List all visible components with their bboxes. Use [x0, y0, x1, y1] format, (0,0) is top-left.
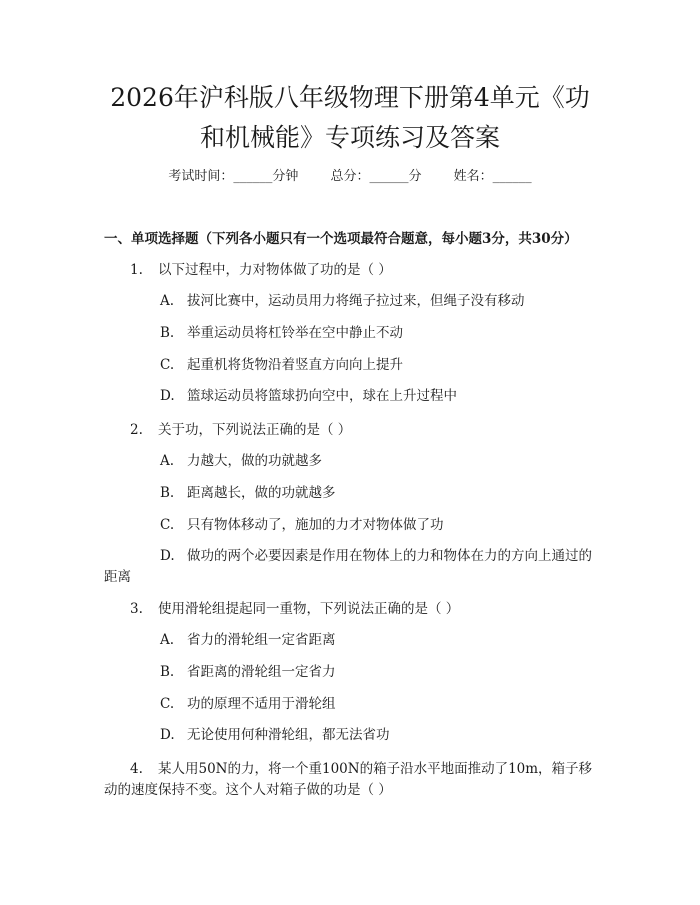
option — [160, 355, 403, 375]
question-text: 以下过程中，力对物体做了功的是（ ） — [158, 262, 392, 278]
option-label: D. — [160, 548, 175, 564]
option — [160, 694, 336, 714]
option-text: 做功的两个必要因素是作用在物体上的力和物体在力的方向上通过的 — [187, 548, 592, 564]
option — [160, 725, 390, 745]
exam-info — [0, 168, 700, 186]
document-title — [60, 78, 640, 158]
option-text: 起重机将货物沿着竖直方向向上提升 — [187, 357, 403, 373]
option-label: C. — [160, 696, 175, 712]
option-label: D. — [160, 727, 175, 743]
option-text: 举重运动员将杠铃举在空中静止不动 — [187, 325, 403, 341]
option-label: A. — [160, 293, 175, 309]
option-label: C. — [160, 517, 175, 533]
option — [160, 515, 444, 535]
option-text: 篮球运动员将篮球扔向空中，球在上升过程中 — [187, 388, 457, 404]
question-number: 4. — [130, 761, 143, 777]
student-name: 姓名：______ — [453, 169, 532, 184]
question-text: 使用滑轮组提起同一重物，下列说法正确的是（ ） — [158, 601, 460, 617]
section-heading: 一、单项选择题（下列各小题只有一个选项最符合题意，每小题3分，共30分） — [104, 231, 578, 247]
question — [130, 599, 459, 619]
question — [130, 420, 351, 440]
option-label: A. — [160, 453, 175, 469]
question-text: 某人用50N的力，将一个重100N的箱子沿水平地面推动了10m，箱子移 — [158, 761, 593, 777]
option-label: B. — [160, 664, 175, 680]
option-text: 距离越长，做的功就越多 — [187, 485, 336, 501]
option-text: 拔河比赛中，运动员用力将绳子拉过来，但绳子没有移动 — [187, 293, 525, 309]
option — [160, 662, 336, 682]
question-number: 2. — [130, 422, 143, 438]
question-text: 关于功，下列说法正确的是（ ） — [158, 422, 352, 438]
option — [160, 291, 525, 311]
option-text: 力越大，做的功就越多 — [187, 453, 322, 469]
title-line-1: 2026年沪科版八年级物理下册第4单元《功 — [110, 83, 590, 112]
option — [160, 630, 336, 650]
question-number: 1. — [130, 262, 143, 278]
question-number: 3. — [130, 601, 143, 617]
option — [160, 483, 336, 503]
option — [160, 546, 592, 566]
option-text: 省距离的滑轮组一定省力 — [187, 664, 336, 680]
option-label: B. — [160, 325, 175, 341]
option — [160, 386, 457, 406]
option-label: C. — [160, 357, 175, 373]
option-label: B. — [160, 485, 175, 501]
option-label: D. — [160, 388, 175, 404]
option-text: 只有物体移动了，施加的力才对物体做了功 — [187, 517, 444, 533]
option-label: A. — [160, 632, 175, 648]
option — [160, 323, 403, 343]
total-score: 总分：______分 — [330, 169, 422, 184]
option-text: 功的原理不适用于滑轮组 — [187, 696, 336, 712]
question — [130, 260, 392, 280]
title-line-2: 和机械能》专项练习及答案 — [199, 123, 500, 152]
question-text-continued: 动的速度保持不变。这个人对箱子做的功是（ ） — [104, 782, 392, 798]
option-text: 省力的滑轮组一定省距离 — [187, 632, 336, 648]
question — [130, 759, 592, 779]
option — [160, 451, 322, 471]
option-text-continued: 距离 — [104, 569, 131, 585]
option-text: 无论使用何种滑轮组，都无法省功 — [187, 727, 390, 743]
exam-time: 考试时间：______分钟 — [168, 169, 299, 184]
